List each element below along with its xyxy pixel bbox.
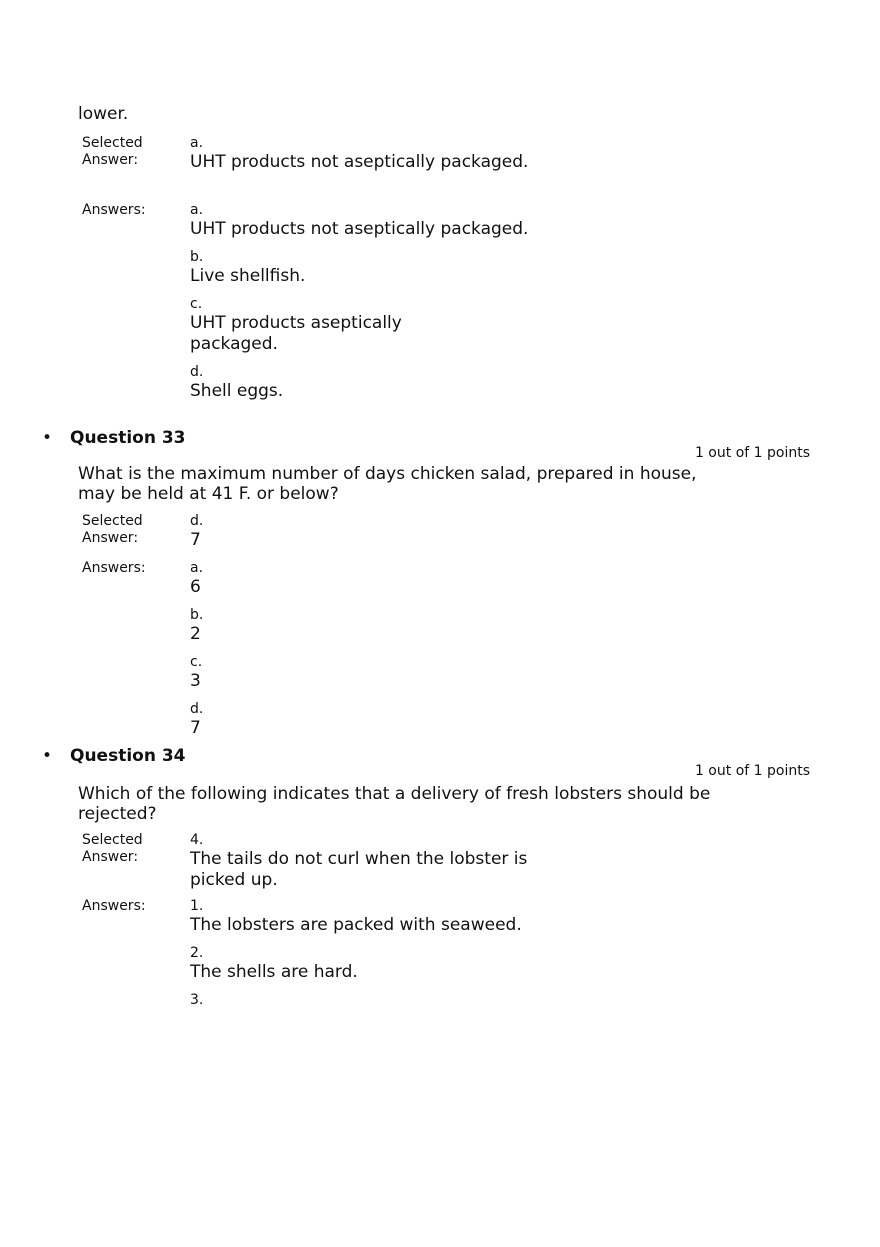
selected-answer-label: Selected Answer:: [82, 513, 143, 546]
answer-list: [190, 560, 710, 748]
points-score: 1 out of 1 points: [694, 763, 810, 779]
option-letter: a.: [190, 202, 204, 218]
option-text: 7: [190, 530, 201, 550]
answer-option: [190, 513, 710, 551]
option-text: The lobsters are packed with seaweed.: [190, 915, 522, 935]
bullet-icon: •: [42, 746, 53, 766]
answers-label: Answers:: [82, 560, 146, 576]
selected-answer-label: Selected Answer:: [82, 832, 143, 865]
answer-option-c: [190, 296, 710, 355]
option-text: UHT products aseptically packaged.: [190, 313, 402, 354]
selected-answer: [190, 513, 710, 560]
option-letter: c.: [190, 296, 203, 312]
answer-option-b: [190, 607, 710, 645]
answer-option-a: [190, 202, 710, 240]
selected-answer: [190, 135, 710, 182]
option-text: 2: [190, 624, 201, 644]
option-letter: 2.: [190, 945, 204, 961]
selected-answer: [190, 832, 710, 900]
answer-option: [190, 832, 710, 891]
option-letter: b.: [190, 249, 204, 265]
option-letter: a.: [190, 135, 204, 151]
answers-label: Answers:: [82, 202, 146, 218]
option-letter: b.: [190, 607, 204, 623]
answer-option-c: [190, 654, 710, 692]
question-title: Question 33: [70, 428, 186, 448]
answer-option-3: [190, 992, 710, 1009]
answers-label: Answers:: [82, 898, 146, 914]
option-letter: 4.: [190, 832, 204, 848]
answer-list: [190, 202, 710, 411]
option-text: The tails do not curl when the lobster is picked up.: [190, 849, 528, 890]
question-text-continued: lower.: [78, 104, 129, 124]
option-letter: c.: [190, 654, 203, 670]
option-text: Shell eggs.: [190, 381, 284, 401]
answer-option: [190, 135, 710, 173]
bullet-icon: •: [42, 428, 53, 448]
question-title: Question 34: [70, 746, 186, 766]
option-letter: a.: [190, 560, 204, 576]
option-letter: d.: [190, 701, 204, 717]
answer-option-d: [190, 701, 710, 739]
option-letter: d.: [190, 513, 204, 529]
option-text: 7: [190, 718, 201, 738]
selected-answer-label: Selected Answer:: [82, 135, 143, 168]
option-text: 6: [190, 577, 201, 597]
option-text: 3: [190, 671, 201, 691]
option-text: Live shellfish.: [190, 266, 306, 286]
question-33-text: What is the maximum number of days chicken salad, prepared in house, may be held at 41 F. or below?: [78, 464, 697, 504]
option-letter: 3.: [190, 992, 204, 1008]
question-34-text: Which of the following indicates that a delivery of fresh lobsters should be rejected?: [78, 784, 711, 824]
answer-option-1: [190, 898, 710, 936]
answer-list: [190, 898, 710, 1018]
answer-option-2: [190, 945, 710, 983]
option-text: UHT products not aseptically packaged.: [190, 152, 529, 172]
option-letter: d.: [190, 364, 204, 380]
answer-option-a: [190, 560, 710, 598]
option-text: UHT products not aseptically packaged.: [190, 219, 529, 239]
answer-option-b: [190, 249, 710, 287]
points-score: 1 out of 1 points: [694, 445, 810, 461]
option-text: The shells are hard.: [190, 962, 358, 982]
answer-option-d: [190, 364, 710, 402]
option-letter: 1.: [190, 898, 204, 914]
